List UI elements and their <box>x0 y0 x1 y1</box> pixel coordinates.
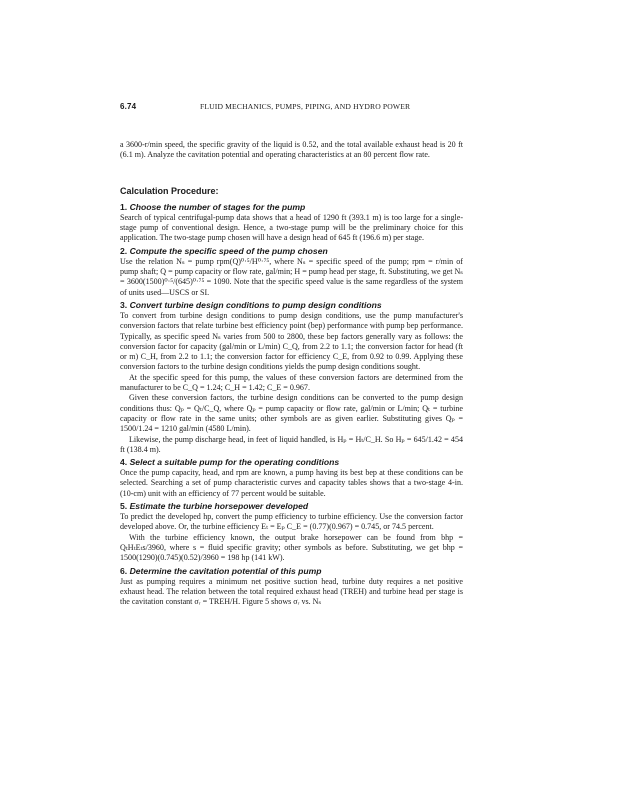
step-2-paragraph: Use the relation Nₛ = pump rpm(Q)⁰·⁵/H⁰·⁷⁵, where Nₛ = specific speed of the pump; rpm = r/min of pump shaft; Q = pump capacity or flow rate, gal/min; H = pump head per stage, ft. Substituting, we get Nₛ = 3600(1500)⁰·⁵/(645)⁰·⁷⁵ = 1090. Note that the specific speed value is the same regardless of the system of units used—USCS or SI. <box>120 256 463 297</box>
step-5-paragraph: To predict the developed hp, convert the pump efficiency to turbine efficiency. Use the conversion factor developed above. Or, the turbine efficiency Eₜ = Eₚ C_E = (0.77)(0.967) = 0.745, or 74.5 percent. <box>120 512 463 532</box>
step-title: Convert turbine design conditions to pump design conditions <box>129 299 382 310</box>
step-number: 3. <box>120 299 128 310</box>
step-6-heading <box>120 566 463 577</box>
step-5-heading <box>120 501 463 512</box>
step-title: Determine the cavitation potential of this pump <box>129 565 322 576</box>
step-4-heading <box>120 457 463 468</box>
step-title: Select a suitable pump for the operating conditions <box>129 457 340 468</box>
step-title: Choose the number of stages for the pump <box>129 201 306 212</box>
step-1-paragraph: Search of typical centrifugal-pump data shows that a head of 1290 ft (393.1 m) is too large for a single-stage pump of conventional design. Hence, a two-stage pump will be the preliminary choice for this application. The two-stage pump chosen will have a design head of 645 ft (196.6 m) per stage. <box>120 212 463 243</box>
intro-paragraph: a 3600-r/min speed, the specific gravity of the liquid is 0.52, and the total available exhaust head is 20 ft (6.1 m). Analyze the cavitation potential and operating characteristics at an 80 percent flow rate. <box>120 140 463 160</box>
step-5-paragraph: With the turbine efficiency known, the output brake horsepower can be found from bhp = QₜHₜEₜs/3960, where s = fluid specific gravity; other symbols as before. Substituting, we get bhp = 1500(1290)(0.745)(0.52)/3960 = 198 hp (141 kW). <box>120 532 463 563</box>
step-number: 4. <box>120 457 128 468</box>
step-6-paragraph: Just as pumping requires a minimum net positive suction head, turbine duty requires a net positive exhaust head. The relation between the total required exhaust head (TREH) and turbine head per stage is the cavitation constant σᵣ = TREH/H. Figure 5 shows σᵣ vs. Nₛ <box>120 576 463 607</box>
step-title: Compute the specific speed of the pump chosen <box>129 245 328 256</box>
step-3-heading <box>120 300 463 311</box>
step-3-paragraph: To convert from turbine design conditions to pump design conditions, use the pump manufacturer's conversion factors that relate turbine best efficiency point (bep) performance with pump bep performance. Typically, as specific speed Nₛ varies from 500 to 2800, these bep factors generally vary as follows: the conversion factor for capacity (gal/min or L/min) C_Q, from 2.2 to 1.1; the conversion factor for head (ft or m) C_H, from 2.2 to 1.1; the conversion factor for efficiency C_E, from 0.92 to 0.99. Applying these conversion factors to the turbine design conditions yields the pump design conditions sought. <box>120 310 463 372</box>
running-title: FLUID MECHANICS, PUMPS, PIPING, AND HYDRO POWER <box>200 102 411 111</box>
body-text <box>120 140 463 607</box>
running-header <box>120 102 520 116</box>
step-1-heading <box>120 202 463 213</box>
step-number: 6. <box>120 565 128 576</box>
step-3-paragraph: Likewise, the pump discharge head, in feet of liquid handled, is Hₚ = Hₜ/C_H. So Hₚ = 645/1.42 = 454 ft (138.4 m). <box>120 434 463 454</box>
calculation-procedure-heading: Calculation Procedure: <box>120 185 219 196</box>
step-number: 2. <box>120 245 128 256</box>
step-number: 1. <box>120 201 128 212</box>
step-4-paragraph: Once the pump capacity, head, and rpm are known, a pump having its best bep at these conditions can be selected. Searching a set of pump characteristic curves and capacity tables shows that a two-stage 4-in. (10-cm) unit with an efficiency of 77 percent would be suitable. <box>120 468 463 498</box>
step-3-paragraph: Given these conversion factors, the turbine design conditions can be converted to the pump design conditions thus: Qₚ = Qₜ/C_Q, where Qₚ = pump capacity or flow rate, gal/min or L/min; Qₜ = turbine capacity or flow rate in the same units; other symbols are as given earlier. Substituting gives Qₚ = 1500/1.24 = 1210 gal/min (4580 L/min). <box>120 393 463 434</box>
step-number: 5. <box>120 501 128 512</box>
step-2-heading <box>120 246 463 257</box>
step-title: Estimate the turbine horsepower developed <box>129 501 309 512</box>
page-number: 6.74 <box>120 102 137 111</box>
step-3-paragraph: At the specific speed for this pump, the values of these conversion factors are determined from the manufacturer to be C_Q = 1.24; C_H = 1.42; C_E = 0.967. <box>120 372 463 393</box>
